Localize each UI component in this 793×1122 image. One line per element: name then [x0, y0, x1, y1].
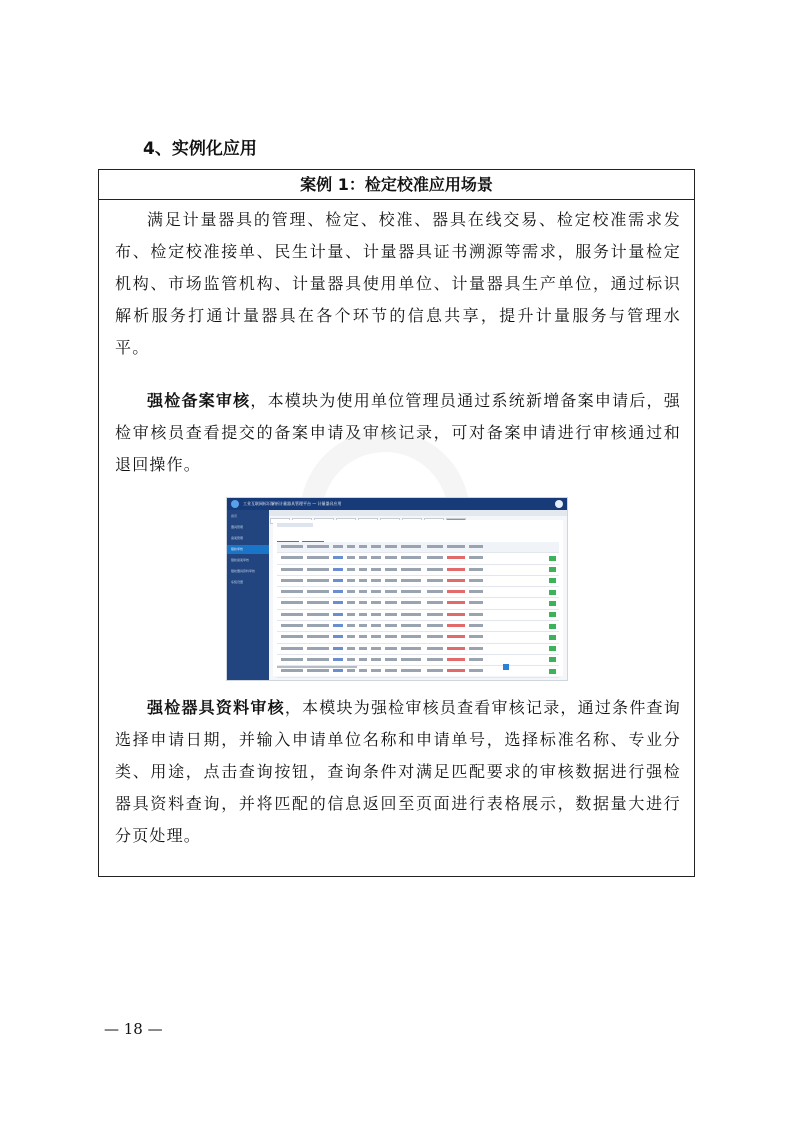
screenshot-sidebar-item: 强检器具资料审核 — [231, 569, 256, 573]
screenshot-sidebar-item: 首页 — [231, 514, 238, 518]
table-row — [277, 576, 559, 587]
table-row — [277, 587, 559, 598]
module1-text: ，本模块为使用单位管理员通过系统新增备案申请后，强检审核员查看提交的备案申请及审核记录，可对备案申请进行审核通过和退回操作。 — [115, 391, 681, 474]
table-row — [277, 553, 559, 564]
table-row — [277, 678, 559, 681]
screenshot-sidebar-item: 备案管理 — [231, 536, 244, 540]
data-grid — [277, 542, 559, 681]
page-number: — 18 — — [104, 1020, 163, 1038]
screenshot-sidebar-item: 器具管理 — [231, 525, 244, 529]
screenshot-sidebar — [227, 510, 269, 680]
grid-header-row — [277, 542, 559, 553]
intro-paragraph: 满足计量器具的管理、检定、校准、器具在线交易、检定校准需求发布、检定校准接单、民生计量、计量器具证书溯源等需求，服务计量检定机构、市场监管机构、计量器具使用单位、计量器具生产单位，通过标识解析服务打通计量器具在各个环节的信息共享，提升计量服务与管理水平。 — [115, 210, 681, 357]
system-screenshot — [226, 497, 568, 681]
case-title: 案例 1：检定校准应用场景 — [99, 170, 694, 200]
module2-title: 强检器具资料审核 — [147, 698, 285, 717]
section-heading: 4、实例化应用 — [143, 139, 257, 159]
module2-paragraph — [115, 692, 681, 852]
table-row — [277, 621, 559, 632]
screenshot-header — [227, 498, 567, 510]
user-avatar-icon — [555, 500, 563, 508]
screenshot-main — [273, 520, 563, 676]
table-row — [277, 644, 559, 655]
module2-text: ，本模块为强检审核员查看审核记录，通过条件查询选择申请日期，并输入申请单位名称和申请单号，选择标准名称、专业分类、用途，点击查询按钮，查询条件对满足匹配要求的审核数据进行强检器具资料查询，并将匹配的信息返回至页面进行表格展示，数据量大进行分页处理。 — [115, 698, 681, 845]
table-row — [277, 632, 559, 643]
module1-title: 强检备案审核 — [147, 391, 251, 410]
screenshot-sidebar-item: 强检审核 — [227, 545, 269, 554]
pager — [277, 664, 559, 670]
logo-icon — [231, 500, 239, 508]
screenshot-sidebar-item: 系统设置 — [231, 580, 244, 584]
screenshot-sidebar-item: 强检备案审核 — [231, 558, 250, 562]
table-row — [277, 610, 559, 621]
table-row — [277, 598, 559, 609]
screenshot-tabs — [269, 510, 567, 516]
table-row — [277, 565, 559, 576]
screenshot-app-title: 工业互联网标识解析计量器具管理平台 — 计量器具应用 — [243, 501, 342, 506]
filter-bar — [277, 523, 313, 527]
